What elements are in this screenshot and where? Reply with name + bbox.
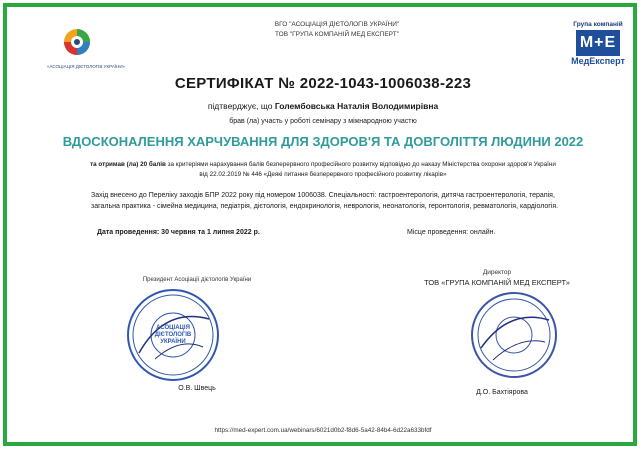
certificate-title: СЕРТИФІКАТ № 2022-1043-1006038-223 xyxy=(174,75,472,92)
director-title: Директор xyxy=(482,269,512,276)
confirm-prefix: підтверджує, що xyxy=(207,101,275,111)
president-name: О.В. Швець xyxy=(178,385,216,392)
credits-paragraph xyxy=(87,160,559,180)
medexpert-logo-top: Група компаній xyxy=(573,21,623,28)
association-seal-text: АСОЦІАЦІЯ ДІЄТОЛОГІВ УКРАЇНИ xyxy=(154,325,192,345)
event-date: Дата проведення: 30 червня та 1 липня 2022 р. xyxy=(97,229,260,236)
director-org: ТОВ «ГРУПА КОМПАНІЙ МЕД ЕКСПЕРТ» xyxy=(424,278,570,287)
course-title: ВДОСКОНАЛЕННЯ ХАРЧУВАННЯ ДЛЯ ЗДОРОВ'Я ТА ДОВГОЛІТТЯ ЛЮДИНИ 2022 xyxy=(62,134,584,149)
credits-bold: та отримав (ла) 20 балів xyxy=(90,161,166,168)
association-logo-icon xyxy=(62,27,92,57)
recipient-name: Голембовська Наталія Володимирівна xyxy=(274,101,439,111)
director-name: Д.О. Бахтіярова xyxy=(476,389,528,396)
issuer-line-1: ВГО "АСОЦІАЦІЯ ДІЄТОЛОГІВ УКРАЇНИ" xyxy=(274,21,400,28)
medexpert-logo xyxy=(565,21,631,66)
event-place: Місце проведення: онлайн. xyxy=(407,229,496,236)
association-logo xyxy=(47,27,126,69)
association-seal xyxy=(125,287,221,388)
company-seal-icon xyxy=(469,290,559,380)
medexpert-badge: М+Е xyxy=(576,30,620,56)
president-title: Президент Асоціації дієтологів України xyxy=(142,277,252,283)
credits-rest: за критеріями нарахування балів безперервного професійного розвитку відповідно до наказу Міністерства охорони здоров'я України від 22.02.2019 № 446 «Деякі питання безперервного професійного розвитку лікарів» xyxy=(165,161,556,178)
issuer-line-2: ТОВ "ГРУПА КОМПАНІЙ МЕД ЕКСПЕРТ" xyxy=(274,31,400,38)
participation-line: брав (ла) участь у роботі семінару з міжнародною участю xyxy=(229,118,417,125)
association-logo-caption: «АСОЦІАЦІЯ ДІЄТОЛОГІВ УКРАЇНИ» xyxy=(47,64,126,69)
company-seal xyxy=(469,290,559,385)
certificate-frame xyxy=(3,3,637,446)
issuer-header xyxy=(187,20,487,40)
included-paragraph: Захід внесено до Переліку заходів БПР 2022 року під номером 1006038. Спеціальності: гастроентерологія, дитяча гастроентерологія, терапія, загальна практика - сімейна медицина, педіатрія, дієтологія, ендокринологія, неврологія, неонатологія, геронтологія, ревматологія, кардіологія. xyxy=(91,192,559,210)
verification-url[interactable]: https://med-expert.com.ua/webinars/6021d0b2-f8d6-5a42-84b4-6d22a633bfdf xyxy=(214,427,432,434)
medexpert-logo-sub: МедЕксперт xyxy=(571,56,625,66)
confirm-line xyxy=(7,101,639,111)
